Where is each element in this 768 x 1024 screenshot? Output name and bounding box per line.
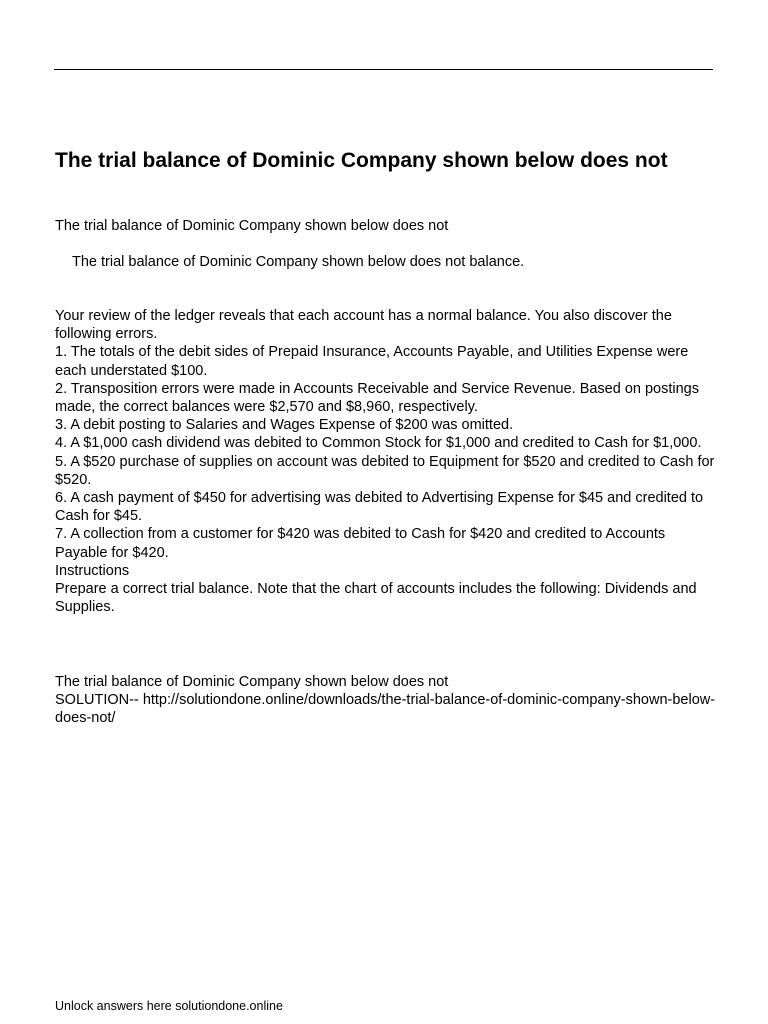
solution-title: The trial balance of Dominic Company shown below does not: [55, 674, 449, 690]
error-item-6: 6. A cash payment of $450 for advertising was debited to Advertising Expense for $45 and credited to Cash for $45.: [55, 490, 704, 525]
error-item-3: 3. A debit posting to Salaries and Wages Expense of $200 was omitted.: [55, 417, 514, 434]
error-item-7: 7. A collection from a customer for $420 was debited to Cash for $420 and credited to Accounts Payable for $420.: [55, 526, 666, 561]
error-item-4: 4. A $1,000 cash dividend was debited to Common Stock for $1,000 and credited to Cash for $1,000.: [55, 435, 702, 452]
error-item-1: 1. The totals of the debit sides of Prepaid Insurance, Accounts Payable, and Utilities Expense were each understated $100.: [55, 344, 689, 379]
review-text: Your review of the ledger reveals that each account has a normal balance. You also discover the following errors.: [55, 308, 672, 343]
problem-body: [55, 307, 715, 616]
solution-label: SOLUTION--: [55, 692, 139, 709]
solution-line: [55, 691, 717, 727]
subtitle: The trial balance of Dominic Company shown below does not: [55, 218, 449, 234]
top-rule: [54, 69, 713, 70]
solution-block: [55, 673, 717, 728]
instructions-heading: Instructions: [55, 562, 130, 579]
page-title: The trial balance of Dominic Company shown below does not: [55, 149, 668, 172]
instructions-text: Prepare a correct trial balance. Note that the chart of accounts includes the following: Dividends and Supplies.: [55, 581, 697, 616]
intro-text: The trial balance of Dominic Company shown below does not balance.: [72, 254, 525, 270]
error-item-5: 5. A $520 purchase of supplies on account was debited to Equipment for $520 and credited to Cash for $520.: [55, 453, 715, 488]
solution-link[interactable]: http://solutiondone.online/downloads/the-trial-balance-of-dominic-company-shown-below-does-not/: [55, 692, 716, 727]
error-item-2: 2. Transposition errors were made in Accounts Receivable and Service Revenue. Based on postings made, the correct balances were $2,570 and $8,960, respectively.: [55, 380, 699, 416]
footer-text: Unlock answers here solutiondone.online: [55, 999, 283, 1013]
